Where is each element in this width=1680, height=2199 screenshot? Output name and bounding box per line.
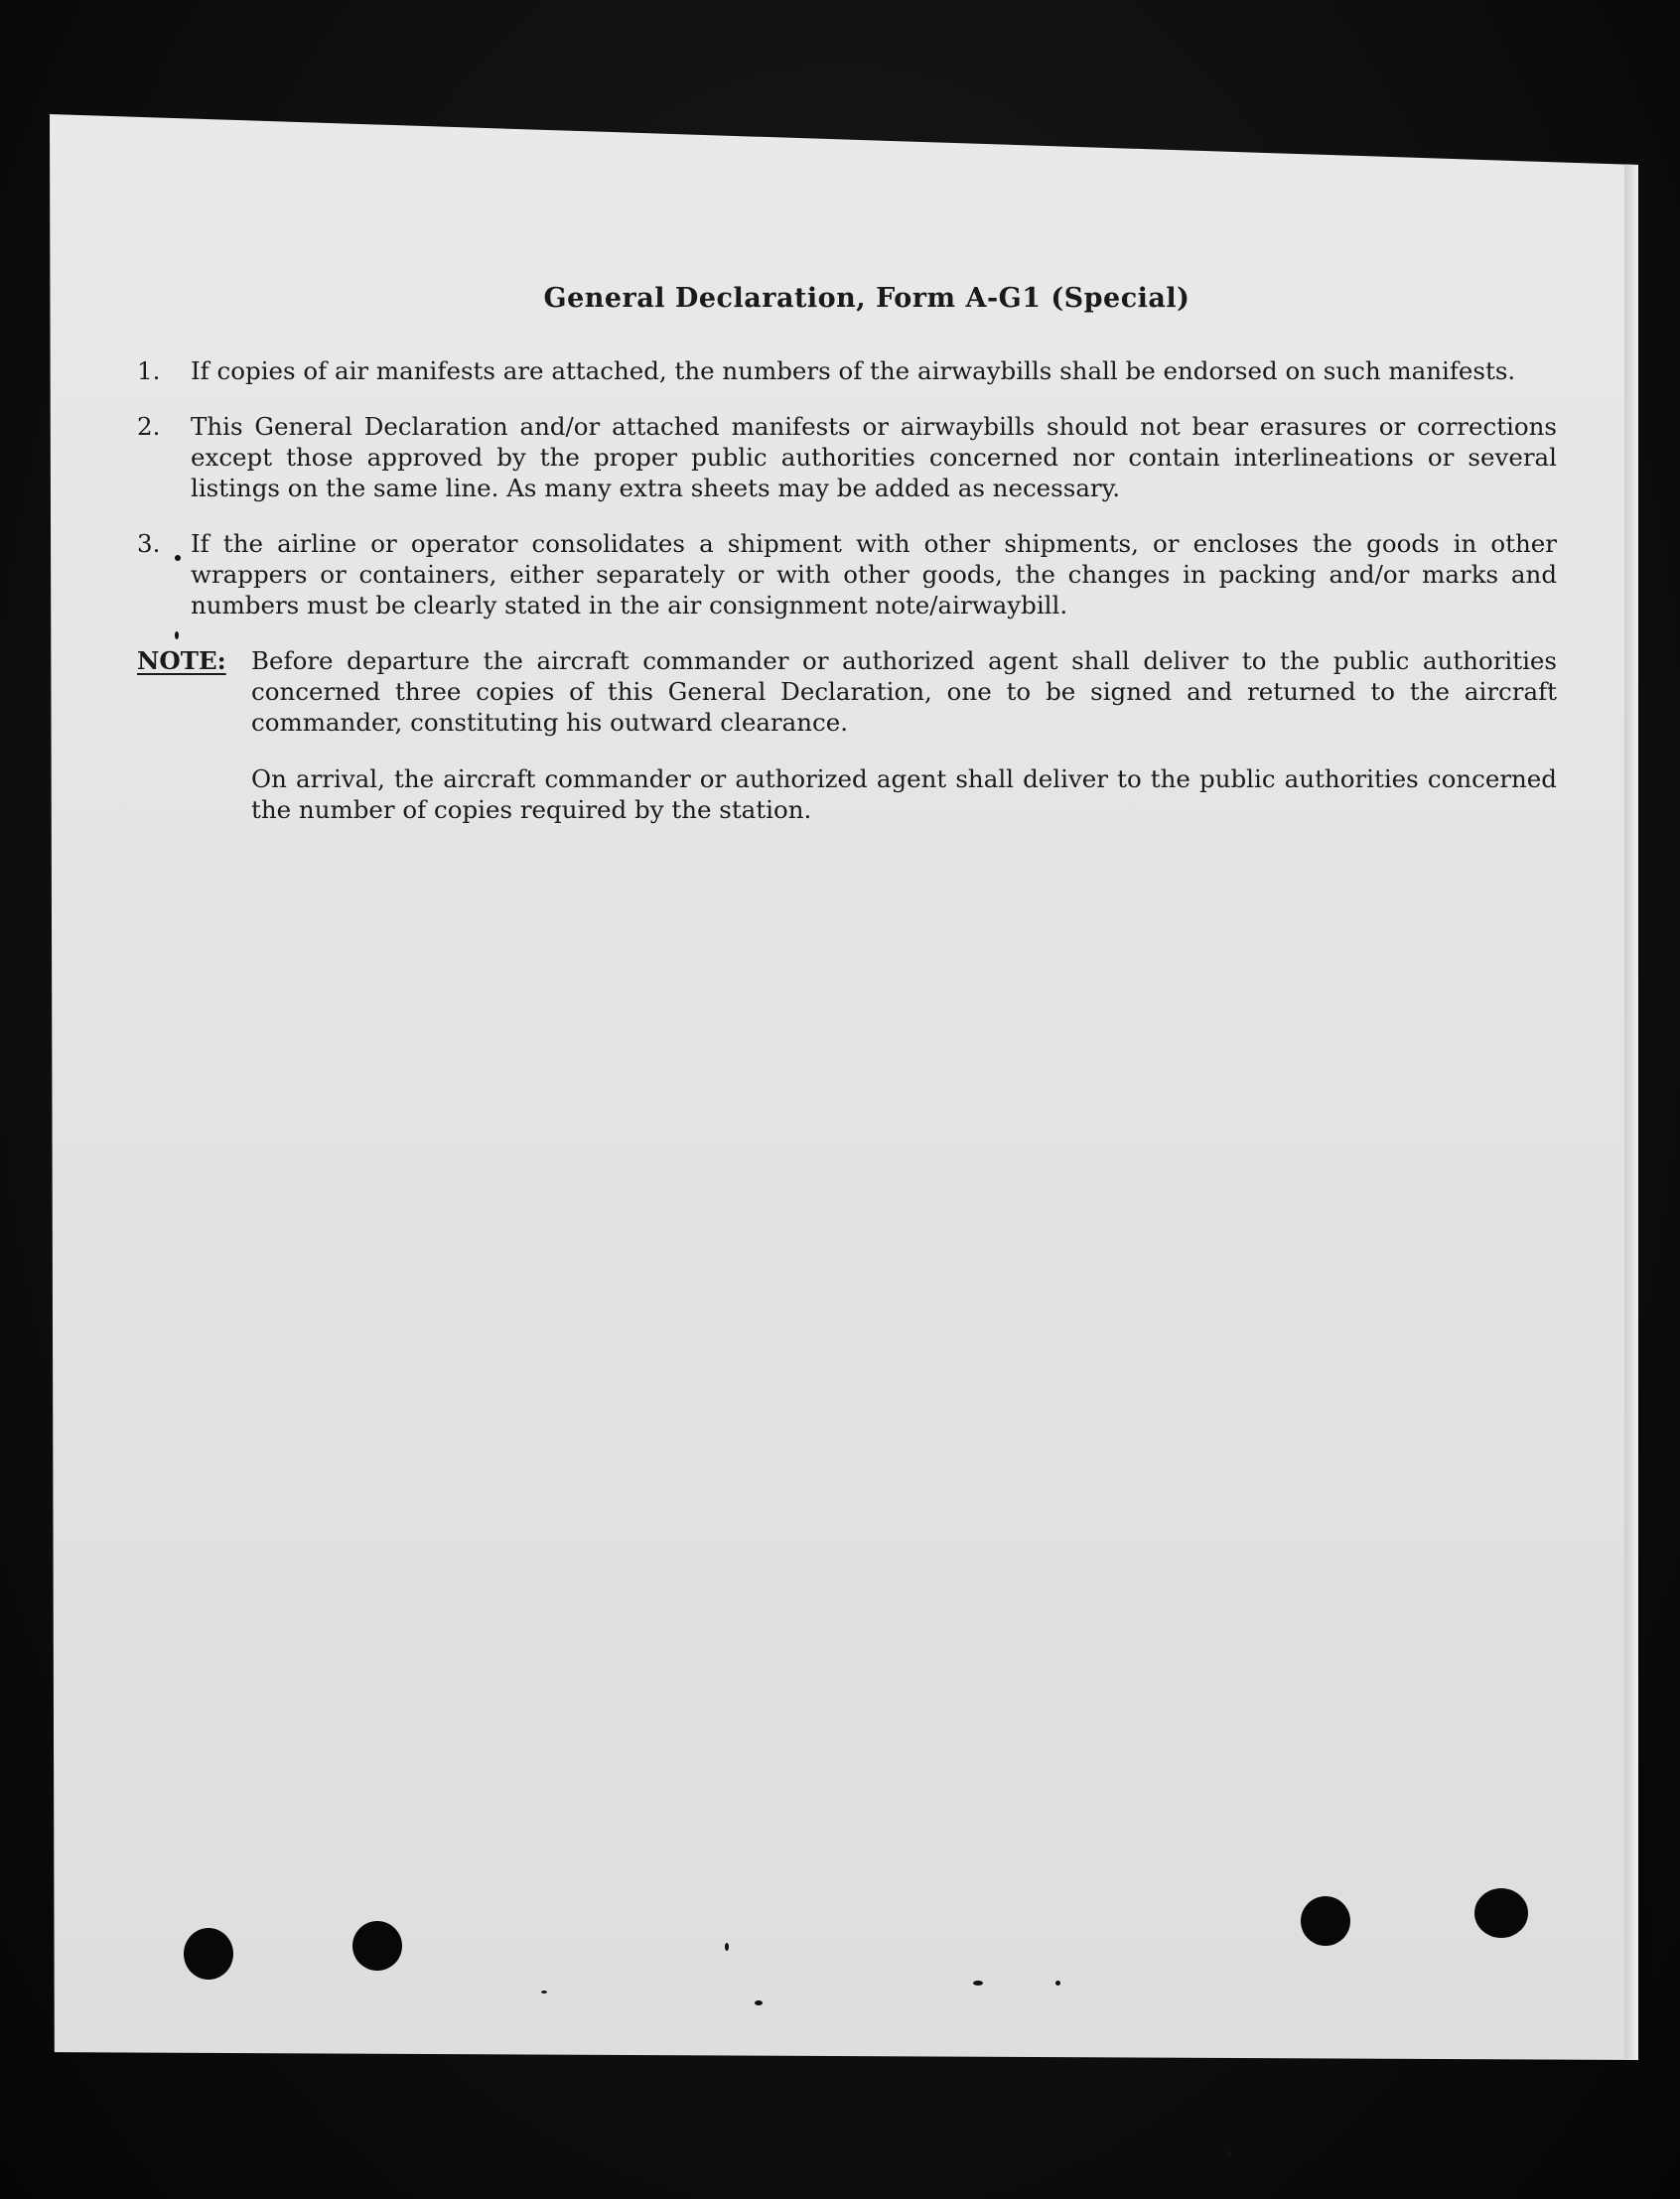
document-title: General Declaration, Form A-G1 (Special) xyxy=(543,283,1190,314)
sheet-edge xyxy=(1624,114,1638,2060)
scan-speck xyxy=(175,555,181,561)
punch-hole xyxy=(1474,1888,1528,1938)
list-item xyxy=(137,528,1557,620)
scan-speck xyxy=(541,1991,547,1993)
list-item xyxy=(137,355,1557,386)
punch-hole xyxy=(184,1928,233,1980)
scan-speck xyxy=(973,1981,983,1986)
item-number: 1. xyxy=(137,356,161,385)
note-paragraph: On arrival, the aircraft commander or authorized agent shall deliver to the public authorities concerned the number of copies required by the station. xyxy=(251,764,1557,824)
scan-speck xyxy=(175,631,179,639)
list-item xyxy=(137,411,1557,503)
note-section xyxy=(137,645,1557,851)
item-number: 3. xyxy=(137,529,161,558)
note-body xyxy=(251,645,1557,851)
document-content xyxy=(137,283,1557,851)
item-number: 2. xyxy=(137,412,161,441)
scan-speck xyxy=(725,1943,729,1951)
item-text: If copies of air manifests are attached, the numbers of the airwaybills shall be endorsed on such manifests. xyxy=(191,356,1516,385)
punch-hole xyxy=(352,1921,402,1971)
scan-speck xyxy=(755,2000,763,2005)
scan-speck xyxy=(1055,1981,1060,1986)
item-text: If the airline or operator consolidates a shipment with other shipments, or encloses the goods in other wrappers or containers, either separately or with other goods, the changes in packing and/or marks and numbers must be clearly stated in the air consignment note/airwaybill. xyxy=(191,529,1557,619)
scan-speck xyxy=(1227,2149,1231,2156)
item-text: This General Declaration and/or attached manifests or airwaybills should not bear erasures or corrections except those approved by the proper public authorities concerned nor contain interlineations or several listings on the same line. As many extra sheets may be added as necessary. xyxy=(191,412,1557,502)
punch-hole xyxy=(1301,1896,1350,1946)
note-label: NOTE: xyxy=(137,646,226,675)
note-paragraph: Before departure the aircraft commander or authorized agent shall deliver to the public authorities concerned three copies of this General Declaration, one to be signed and returned to the aircraft commander, constituting his outward clearance. xyxy=(251,646,1557,737)
